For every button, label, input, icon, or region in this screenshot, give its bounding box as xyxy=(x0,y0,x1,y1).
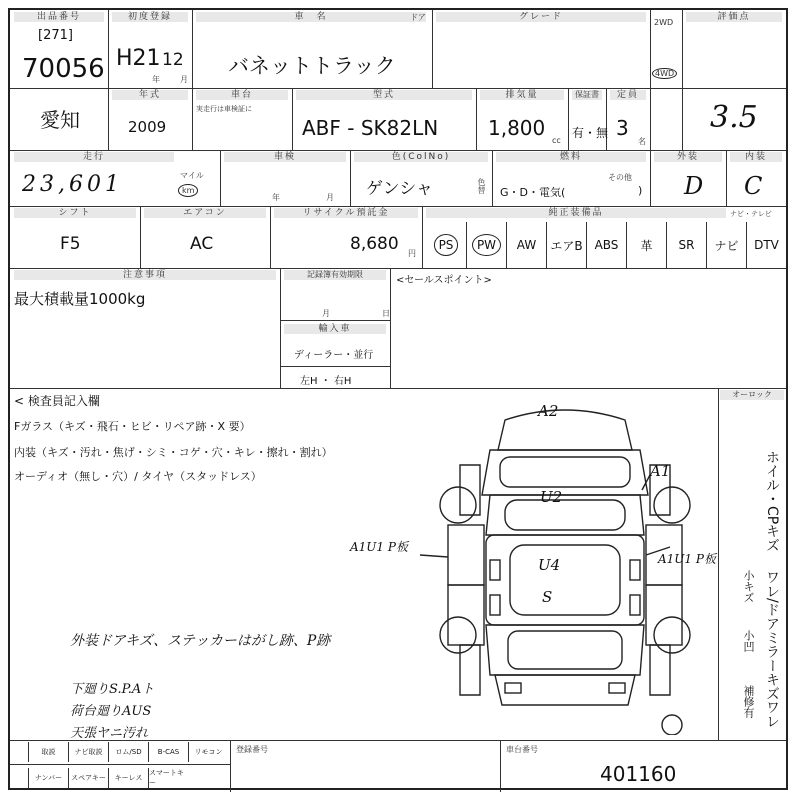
month-unit: 月 xyxy=(180,75,188,84)
record-month: 月 xyxy=(322,309,330,318)
car-name: バネットトラック xyxy=(228,54,396,78)
drive-4wd: 4WD xyxy=(652,68,677,79)
mileage-label: 走行 xyxy=(14,152,174,162)
import-label: 輸入車 xyxy=(284,324,386,334)
equipment-label: 純正装備品 xyxy=(426,208,726,218)
lot-code: [271] xyxy=(38,28,73,43)
inspector-label: < 検査員記入欄 xyxy=(14,394,100,408)
accessory-cell: ロム/SD xyxy=(108,742,148,762)
mark-right: A1U1 P板 xyxy=(658,552,716,566)
mark-a1: A1 xyxy=(650,462,671,480)
note-line2: 荷台廻りAUS xyxy=(70,704,152,719)
equipment-item: ABS xyxy=(586,222,626,268)
note-line1: 下廻りS.P.Aト xyxy=(70,682,155,697)
region: 愛知 xyxy=(40,108,80,132)
interior-label: 内装 xyxy=(730,152,782,162)
equipment-list xyxy=(426,222,786,268)
recycle-value: 8,680 xyxy=(350,234,399,254)
accessory-cell: ナビ取説 xyxy=(68,742,108,762)
color-label: 色(ColNo) xyxy=(354,152,488,162)
color-value: ゲンシャ xyxy=(366,179,433,199)
equipment-item: エアB xyxy=(546,222,586,268)
record-book-label: 記録簿有効期限 xyxy=(284,270,386,280)
equipment-item: 革 xyxy=(626,222,666,268)
sales-point-label: <セールスポイント> xyxy=(396,275,492,286)
import-type: ディーラー・並行 xyxy=(294,350,374,361)
side-repaired: 補修有 xyxy=(742,685,755,718)
fuel-other: その他 xyxy=(608,173,632,182)
note-exterior: 外装ドアキズ、ステッカーはがし跡、P跡 xyxy=(70,633,331,649)
shift-label: シフト xyxy=(14,208,136,218)
interior-grade: C xyxy=(744,172,763,200)
door-label: ドア xyxy=(410,13,426,22)
first-reg-label: 初度登録 xyxy=(112,12,188,22)
exterior-label: 外装 xyxy=(654,152,722,162)
mark-a2: A2 xyxy=(538,402,559,420)
side-wheel: ホイル・CPキズ xyxy=(764,450,780,553)
year-unit: 年 xyxy=(152,75,160,84)
inspector-line-audio: オーディオ（無し・穴）/ タイヤ（スタッドレス） xyxy=(14,470,262,483)
grade-label: グレード xyxy=(436,12,646,22)
chassis-no-label: 車台番号 xyxy=(506,745,538,754)
accessory-cell: キーレス xyxy=(108,768,148,788)
accessory-cell: リモコン xyxy=(188,742,228,762)
notes-label: 注意事項 xyxy=(14,270,276,280)
cc-label: 排気量 xyxy=(480,90,564,100)
score-label: 評価点 xyxy=(686,12,782,22)
side-small-dent: 小凹 xyxy=(742,630,755,652)
inspection-label: 車検 xyxy=(224,152,346,162)
recycle-unit: 円 xyxy=(408,249,416,258)
lot-number: 70056 xyxy=(22,54,105,84)
mark-left: A1U1 P板 xyxy=(350,540,408,554)
steering: 左H ・ 右H xyxy=(300,376,352,387)
note-line3: 天張ヤニ汚れ xyxy=(70,726,149,741)
equipment-item: PS xyxy=(426,222,466,268)
aircon-label: エアコン xyxy=(144,208,266,218)
equipment-item: PW xyxy=(466,222,506,268)
fuel-close: ) xyxy=(638,184,643,197)
accessories-row1 xyxy=(28,742,228,762)
registration-label: 登録番号 xyxy=(236,745,268,754)
aircon-value: AC xyxy=(190,234,214,254)
first-reg-era: H21 xyxy=(116,46,161,71)
accessory-cell: スペアキー xyxy=(68,768,108,788)
capacity-label: 定員 xyxy=(610,90,646,100)
equipment-item: SR xyxy=(666,222,706,268)
first-reg-month: 12 xyxy=(162,50,184,70)
model-year: 2009 xyxy=(128,118,167,136)
chassis-number: 401160 xyxy=(600,762,677,786)
options-label: オーロック xyxy=(720,390,784,400)
capacity: 3 xyxy=(616,116,629,140)
side-small-scratch: 小キズ xyxy=(742,570,755,603)
capacity-unit: 名 xyxy=(638,137,646,146)
accessory-cell: ナンバー xyxy=(28,768,68,788)
accessories-row2 xyxy=(28,768,228,788)
shift-value: F5 xyxy=(60,234,81,254)
fuel-label: 燃料 xyxy=(496,152,646,162)
score-value: 3.5 xyxy=(710,100,758,135)
year-label: 年式 xyxy=(112,90,188,100)
mileage-unit: km xyxy=(178,184,198,197)
equipment-item: AW xyxy=(506,222,546,268)
notes-value: 最大積載量1000kg xyxy=(14,290,146,308)
cc-unit: cc xyxy=(552,136,561,145)
model-code: ABF - SK82LN xyxy=(302,116,439,140)
equipment-item: ナビ xyxy=(706,222,746,268)
warranty-value: 有・無 xyxy=(572,126,609,140)
displacement: 1,800 xyxy=(488,116,546,140)
mark-u2: U2 xyxy=(540,488,563,506)
inspection-year: 年 xyxy=(272,193,280,202)
model-label: 型式 xyxy=(296,90,472,100)
side-crack: ワレ xyxy=(764,700,780,728)
tv-label: ナビ・テレビ xyxy=(730,210,772,218)
car-name-label: 車 名 xyxy=(196,12,426,22)
mark-u4: U4 xyxy=(538,556,561,574)
record-day: 日 xyxy=(382,309,390,318)
mileage-unit-alt: マイル xyxy=(180,171,204,180)
accessory-cell: B-CAS xyxy=(148,742,188,762)
warranty-label: 保証書 xyxy=(572,90,602,100)
accessory-cell: スマートキー xyxy=(148,768,188,788)
chassis-label: 車台 xyxy=(196,90,288,100)
color-sub: 色替 xyxy=(477,178,486,194)
drive-2wd: 2WD xyxy=(654,18,674,27)
auction-sheet xyxy=(8,8,788,790)
equipment-item: DTV xyxy=(746,222,786,268)
inspection-month: 月 xyxy=(326,193,334,202)
chassis-note: 実走行は車検証に xyxy=(196,105,252,113)
inspector-line-interior: 内装（キズ・汚れ・焦げ・シミ・コゲ・穴・キレ・擦れ・割れ） xyxy=(14,446,333,459)
mark-s: S xyxy=(542,588,553,606)
side-mirror: ワレ/ドアミラーキズ xyxy=(764,570,780,701)
mileage-value: 23,601 xyxy=(22,172,123,197)
lot-no-label: 出品番号 xyxy=(14,12,104,22)
recycle-label: リサイクル預託金 xyxy=(274,208,418,218)
fuel-value: G・D・電気( xyxy=(500,186,566,199)
accessory-cell: 取説 xyxy=(28,742,68,762)
exterior-grade: D xyxy=(684,172,704,200)
inspector-line-glass: Fガラス（キズ・飛石・ヒビ・リペア跡・X 要） xyxy=(14,420,251,433)
